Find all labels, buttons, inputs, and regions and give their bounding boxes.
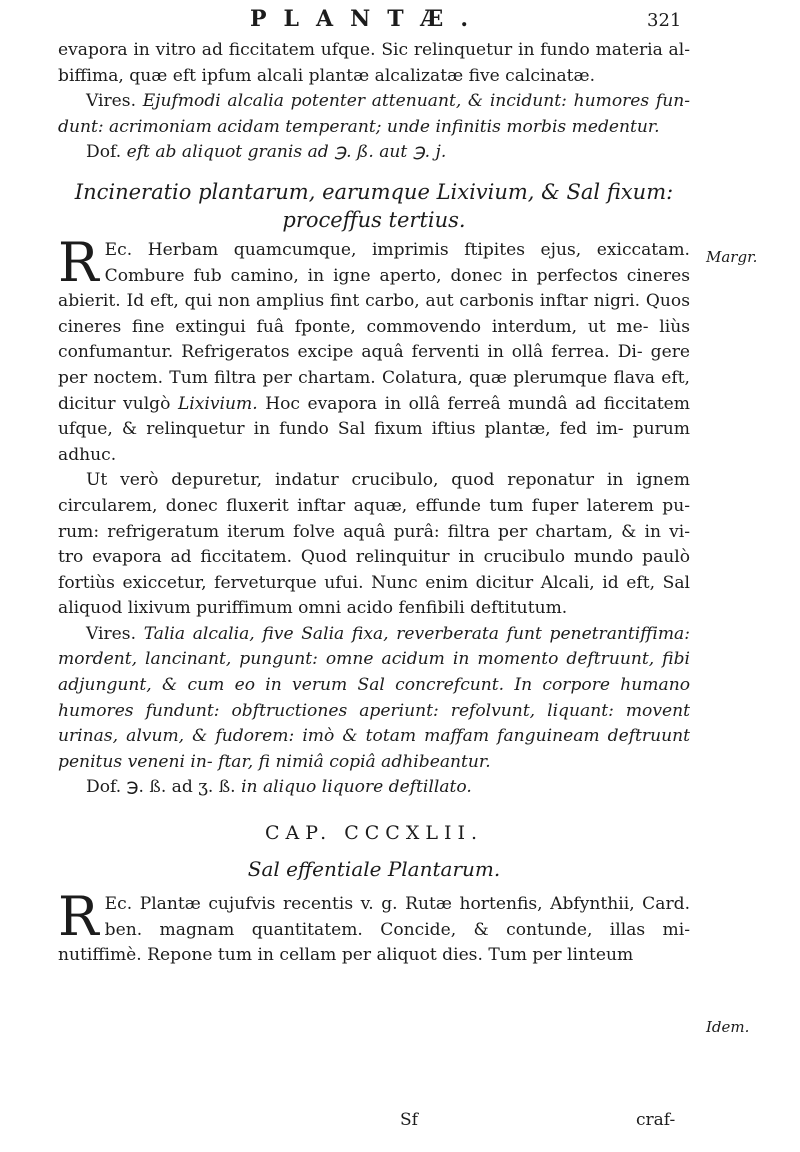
catchword: craf-: [636, 1110, 676, 1130]
dose-label: Dof.: [86, 142, 122, 163]
paragraph-dose-2: [58, 775, 690, 801]
procedure-1-text-after: Hoc evapora in ollâ ferreâ mundâ ad ficcitatem ufque, & relinquetur in fundo Sal fixum iftius plantæ, fed im- purum adhuc.: [58, 393, 691, 465]
vires-2-text: Talia alcalia, five Salia fixa, reverberata funt penetrantiffima: mordent, lancinant, pungunt: omne acidum in momento deftruunt, fibi adjungunt, & cum eo in verum Sal concrefcunt. In corpore humano humores fundunt: obftructiones aperiunt: refolvunt, liquant: movent urinas, alvum, & fudorem: imò & totam maffam fanguineam deftruunt penitus veneni in- ftar, fi nimiâ copiâ adhibeantur.: [58, 623, 690, 772]
dose-text: eft ab aliquot granis ad ℈. ß. aut ℈. j.: [126, 142, 447, 163]
page-footer: [0, 1110, 800, 1138]
paragraph-procedure-3: [58, 885, 690, 969]
main-text: [58, 38, 690, 969]
section-title-line-2: proceffus tertius.: [282, 207, 466, 232]
running-head: [0, 6, 800, 36]
signature-mark: Sf: [400, 1110, 418, 1130]
paragraph-vires-1: [58, 89, 690, 140]
lixivium-term: Lixivium.: [177, 393, 258, 414]
section-title: [58, 178, 690, 234]
dose-2-amount: ℈. ß. ad ʒ. ß.: [126, 777, 236, 798]
dose-2-label: Dof.: [86, 777, 122, 798]
paragraph-procedure-2: Ut verò depuretur, indatur crucibulo, quod reponatur in ignem circularem, donec fluxerit inftar aquæ, effunde tum fuper laterem pu- rum: refrigeratum iterum folve aquâ purâ: filtra per chartam, & in vi- tro evapora ad ficcitatem. Quod relinquitur in crucibulo mundo paulò fortiùs exiccetur, ferveturque ufui. Nunc enim dicitur Alcali, id eft, Sal aliquod lixivum puriffimum omni acido fenfibili deftitutum.: [58, 470, 690, 619]
vires-2-label: Vires.: [86, 623, 137, 644]
paragraph-procedure-1: [58, 230, 691, 468]
margin-note-margr: Margr.: [706, 248, 758, 266]
paragraph-vires-2: [58, 622, 690, 776]
chapter-heading: CAP. CCCXLII.: [264, 822, 484, 845]
chapter-subtitle: Sal effentiale Plantarum.: [247, 856, 501, 881]
vires-text: Ejufmodi alcalia potenter attenuant, & incidunt: humores fun- dunt: acrimoniam acidam temperant; unde infinitis morbis medentur.: [58, 91, 690, 137]
margin-note-idem: Idem.: [706, 1018, 750, 1036]
drop-cap-2: R: [58, 885, 99, 949]
page-number: 321: [647, 10, 682, 31]
running-head-title: PLANTÆ.: [250, 6, 485, 32]
procedure-3-text: Ec. Plantæ cujufvis recentis v. g. Rutæ hortenfis, Abfynthii, Card. ben. magnam quantitatem. Concide, & contunde, illas mi- nutiffimè. Repone tum in cellam per aliquot dies. Tum per linteum: [58, 894, 690, 966]
drop-cap: R: [58, 230, 99, 294]
dose-2-text: in aliquo liquore deftillato.: [241, 777, 472, 798]
paragraph-dose-1: [58, 140, 690, 166]
section-title-line-1: Incineratio plantarum, earumque Lixivium, & Sal fixum:: [74, 179, 674, 204]
procedure-1-text: Ec. Herbam quamcumque, imprimis ftipites ejus, exiccatam. Combure fub camino, in igne aperto, donec in perfectos cineres abierit. Id eft, qui non amplius fint carbo, aut carbonis inftar nigri. Quos cineres fine extingui fuâ fponte, commovendo interdum, ut me- liùs confumantur. Refrigeratos excipe aquâ ferventi in ollâ ferrea. Di- gere per noctem. Tum filtra per chartam. Colatura, quæ plerumque flava eft, dicitur vulgò: [58, 239, 690, 414]
paragraph-evapora: evapora in vitro ad ficcitatem ufque. Sic relinquetur in fundo materia al- biffima, quæ eft ipfum alcali plantæ alcalizatæ five calcinatæ.: [58, 40, 690, 86]
vires-label: Vires.: [86, 91, 137, 112]
